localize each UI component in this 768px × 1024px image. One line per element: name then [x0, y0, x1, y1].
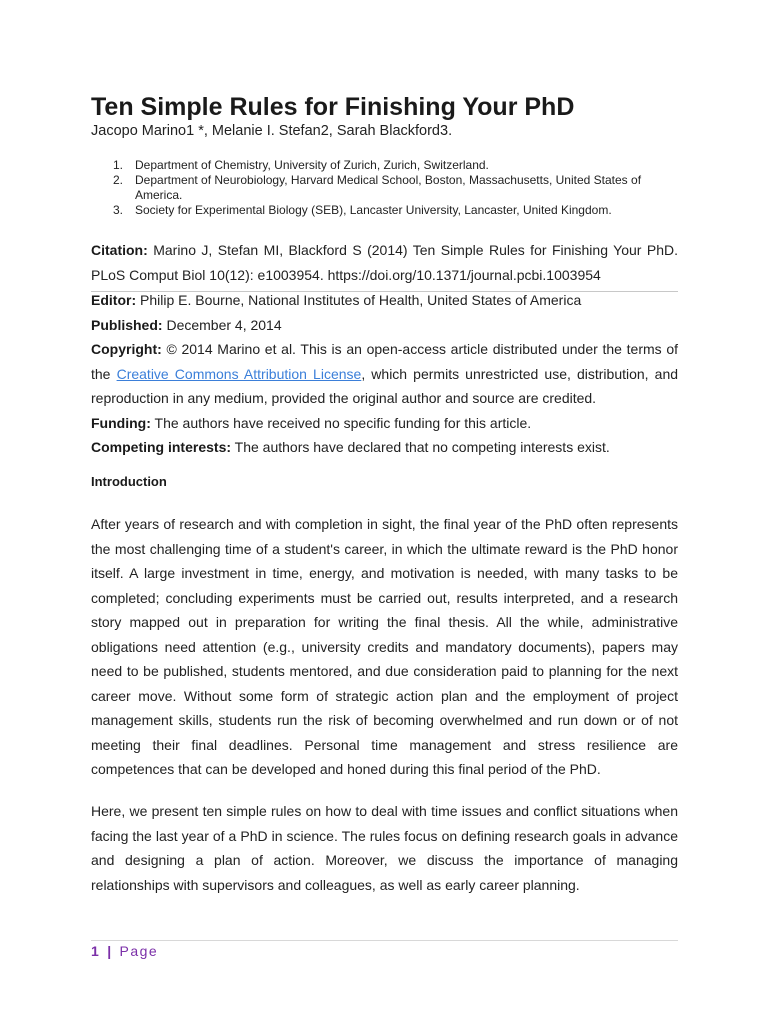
citation: [91, 238, 678, 287]
footer-divider: [91, 940, 678, 941]
affiliation-text: Department of Chemistry, University of Zurich, Zurich, Switzerland.: [135, 158, 489, 172]
affiliation-item: [91, 173, 678, 203]
funding-text: The authors have received no specific funding for this article.: [154, 415, 532, 431]
competing-interests: [91, 435, 678, 460]
competing-label: Competing interests:: [91, 439, 232, 455]
editor: [91, 288, 678, 313]
introduction-heading: Introduction: [91, 474, 167, 489]
editor-label: Editor:: [91, 292, 137, 308]
license-link[interactable]: Creative Commons Attribution License: [116, 365, 362, 382]
published-text: December 4, 2014: [166, 317, 282, 333]
affiliation-number: 3.: [113, 203, 124, 217]
page-number: 1: [91, 943, 99, 959]
page-footer: [91, 943, 158, 959]
citation-label: Citation:: [91, 242, 148, 258]
competing-text: The authors have declared that no competing interests exist.: [234, 439, 610, 455]
body-paragraph: After years of research and with completion in sight, the final year of the PhD often represents the most challenging time of a student's career, in which the ultimate reward is the PhD honor itself. A large investment in time, energy, and motivation is needed, with many tasks to be completed; concluding experiments must be carried out, results interpreted, and a research story mapped out in preparation for writing the final thesis. All the while, administrative obligations need attention (e.g., university credits and mandatory documents), papers may need to be published, students mentored, and due consideration paid to planning for the next career move. Without some form of strategic action plan and the employment of project management skills, students run the risk of becoming overwhelmed and run down or of not meeting their final deadlines. Personal time management and stress resilience are competences that can be developed and honed during this final period of the PhD.: [91, 516, 678, 777]
editor-text: Philip E. Bourne, National Institutes of Health, United States of America: [140, 292, 582, 308]
affiliation-list: [91, 158, 678, 218]
affiliation-number: 1.: [113, 158, 124, 172]
citation-text: Marino J, Stefan MI, Blackford S (2014) Ten Simple Rules for Finishing Your PhD. PLoS Comput Biol 10(12): e1003954. https://doi.org/10.1371/journal.pcbi.1003954: [91, 242, 678, 283]
article-title: Ten Simple Rules for Finishing Your PhD: [91, 93, 575, 121]
copyright-text: © 2014 Marino et al. This is an open-access article distributed under the terms of the: [91, 341, 679, 382]
affiliation-text: Society for Experimental Biology (SEB), Lancaster University, Lancaster, United Kingdom.: [135, 203, 612, 217]
page-label: Page: [119, 943, 159, 959]
copyright: [91, 337, 678, 411]
copyright-label: Copyright:: [91, 341, 162, 357]
body-paragraph: Here, we present ten simple rules on how to deal with time issues and conflict situations when facing the last year of a PhD in science. The rules focus on defining research goals in advance and designing a plan of action. Moreover, we discuss the importance of managing relationships with supervisors and colleagues, as well as early career planning.: [91, 803, 678, 893]
affiliation-text: Department of Neurobiology, Harvard Medical School, Boston, Massachusetts, United States of America.: [135, 173, 642, 202]
affiliation-item: [91, 203, 678, 218]
footer-separator: |: [107, 943, 112, 959]
affiliation-item: [91, 158, 678, 173]
funding-label: Funding:: [91, 415, 151, 431]
affiliation-number: 2.: [113, 173, 124, 187]
published-label: Published:: [91, 317, 163, 333]
author-list: Jacopo Marino1 *, Melanie I. Stefan2, Sarah Blackford3.: [91, 123, 453, 139]
published: [91, 313, 678, 338]
funding: [91, 411, 678, 436]
copyright-text-after: , which permits unrestricted use, distribution, and reproduction in any medium, provided the original author and source are credited.: [91, 365, 679, 406]
